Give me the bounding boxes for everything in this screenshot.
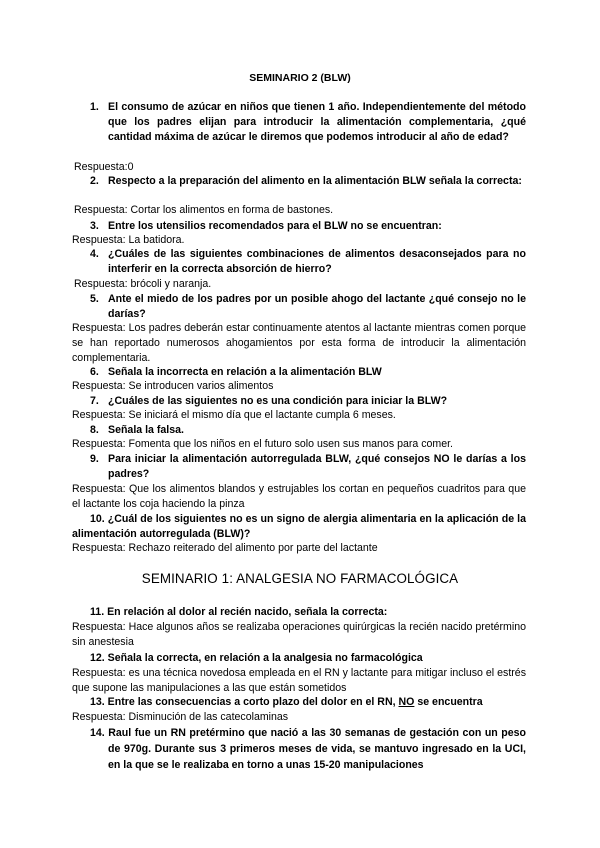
question-11: 11. En relación al dolor al recién nacido, señala la correcta: xyxy=(90,606,388,618)
question-text: ¿Cuáles de las siguientes no es una condición para iniciar la BLW? xyxy=(108,395,448,407)
question-1 xyxy=(90,100,526,160)
question-8 xyxy=(90,423,526,438)
question-number: 1. xyxy=(90,101,99,113)
answer-7: Respuesta: Se iniciará el mismo día que el lactante cumpla 6 meses. xyxy=(72,409,396,421)
question-number: 4. xyxy=(90,248,99,260)
section-title: SEMINARIO 1: ANALGESIA NO FARMACOLÓGICA xyxy=(141,571,459,586)
answer-3: Respuesta: La batidora. xyxy=(72,234,185,246)
question-number: 2. xyxy=(90,175,99,187)
question-text: Ante el miedo de los padres por un posible ahogo del lactante ¿qué consejo no le darías? xyxy=(108,293,526,320)
answer-5: Respuesta: Los padres deberán estar continuamente atentos al lactante mientras comen porque se han reportado numerosos ahogamientos por esta forma de introducir la alimentación complementaria. xyxy=(72,322,526,364)
question-text: Señala la falsa. xyxy=(108,424,184,436)
question-4 xyxy=(90,247,526,277)
answer-1: Respuesta:0 xyxy=(74,161,134,173)
question-6 xyxy=(90,365,526,380)
answer-6: Respuesta: Se introducen varios alimentos xyxy=(72,380,274,392)
question-text: Para iniciar la alimentación autorregulada BLW, ¿qué consejos NO le darías a los padres? xyxy=(108,453,526,480)
question-10: 10. ¿Cuál de los siguientes no es un signo de alergia alimentaria en la aplicación de la alimentación autorregulada (BLW)? xyxy=(72,513,526,540)
answer-9: Respuesta: Que los alimentos blandos y estrujables los cortan en pequeños cuadritos para que el lactante los coja haciendo la pinza xyxy=(72,483,526,510)
question-text: Respecto a la preparación del alimento en la alimentación BLW señala la correcta: xyxy=(108,175,522,187)
question-text: ¿Cuáles de las siguientes combinaciones de alimentos desaconsejados para no interferir en la correcta absorción de hierro? xyxy=(108,248,526,275)
question-text: Señala la incorrecta en relación a la alimentación BLW xyxy=(108,366,382,378)
question-text: 13. Entre las consecuencias a corto plazo del dolor en el RN, xyxy=(90,696,399,708)
emphasis-no: NO xyxy=(398,696,415,708)
answer-12: Respuesta: es una técnica novedosa empleada en el RN y lactante para mitigar incluso el estrés que supone las manipulaciones a las que están sometidos xyxy=(72,667,526,694)
answer-4: Respuesta: brócoli y naranja. xyxy=(74,278,212,290)
page-title: SEMINARIO 2 (BLW) xyxy=(249,72,351,84)
question-2 xyxy=(90,174,526,204)
question-number: 3. xyxy=(90,220,99,232)
question-5 xyxy=(90,292,526,322)
answer-11: Respuesta: Hace algunos años se realizaba operaciones quirúrgicas la recién nacido pretérmino sin anestesia xyxy=(72,621,526,648)
question-14: 14. Raul fue un RN pretérmino que nació a las 30 semanas de gestación con un peso de 970g. Durante sus 3 primeros meses de vida, se mantuvo ingresado en la UCI, en la que se le realizaba en torno a unas 15-20 manipulaciones xyxy=(90,727,526,771)
answer-13: Respuesta: Disminución de las catecolaminas xyxy=(72,711,289,723)
question-12: 12. Señala la correcta, en relación a la analgesia no farmacológica xyxy=(90,652,423,664)
question-7 xyxy=(90,394,526,409)
answer-10: Respuesta: Rechazo reiterado del alimento por parte del lactante xyxy=(72,542,378,554)
question-9 xyxy=(90,452,526,482)
answer-8: Respuesta: Fomenta que los niños en el futuro solo usen sus manos para comer. xyxy=(72,438,454,450)
question-number: 9. xyxy=(90,453,99,465)
question-number: 5. xyxy=(90,293,99,305)
question-text: El consumo de azúcar en niños que tienen 1 año. Independientemente del método que los padres elijan para introducir la alimentación complementaria, ¿qué cantidad máxima de azúcar le diremos que podemos introducir al año de edad? xyxy=(108,101,526,143)
question-text: Entre los utensilios recomendados para el BLW no se encuentran: xyxy=(108,220,442,232)
question-text-end: se encuentra xyxy=(414,696,483,708)
answer-2: Respuesta: Cortar los alimentos en forma de bastones. xyxy=(74,204,334,216)
question-number: 6. xyxy=(90,366,99,378)
question-3 xyxy=(90,219,526,234)
question-13 xyxy=(90,695,483,710)
question-number: 7. xyxy=(90,395,99,407)
question-number: 8. xyxy=(90,424,99,436)
